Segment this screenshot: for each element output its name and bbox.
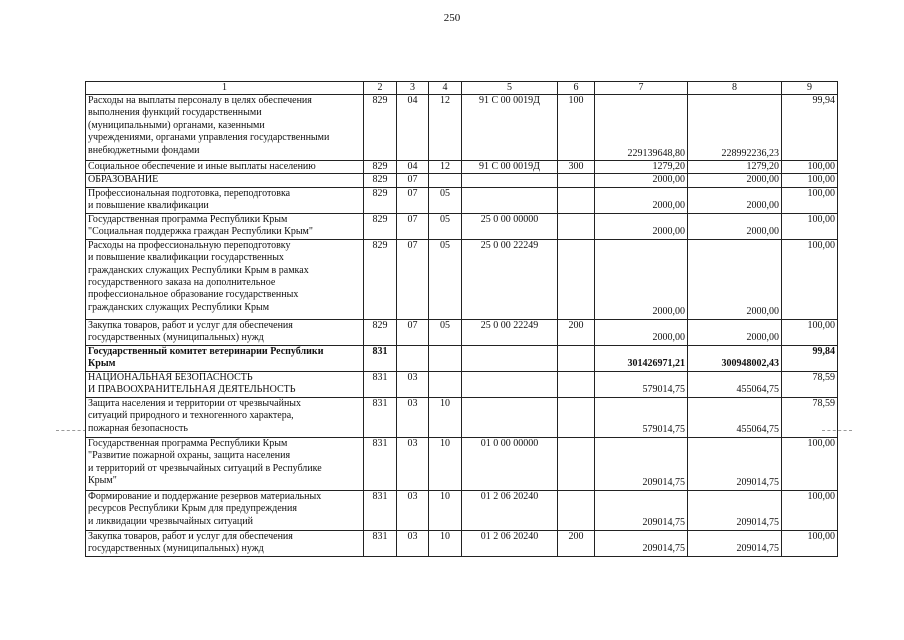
execution-percent-cell: 100,00 [782,187,838,213]
column-header: 8 [688,82,782,95]
section-code-cell: 07 [397,187,429,213]
expense-type-cell [558,371,595,397]
executed-amount-cell: 228992236,23 [688,95,782,161]
section-code-cell: 07 [397,174,429,187]
column-header: 4 [429,82,462,95]
expense-name-cell: Государственная программа Республики Крым "Социальная поддержка граждан Республики Крым" [86,213,364,239]
department-code-cell: 829 [364,174,397,187]
column-header: 5 [462,82,558,95]
expense-type-cell [558,397,595,437]
section-code-cell: 03 [397,437,429,490]
department-code-cell: 831 [364,345,397,371]
executed-amount-cell: 2000,00 [688,213,782,239]
planned-amount-cell: 209014,75 [595,437,688,490]
subsection-code-cell: 10 [429,437,462,490]
department-code-cell: 831 [364,490,397,530]
executed-amount-cell: 2000,00 [688,319,782,345]
planned-amount-cell: 229139648,80 [595,95,688,161]
subsection-code-cell: 10 [429,397,462,437]
target-article-cell: 91 С 00 0019Д [462,161,558,174]
expense-name-cell: Расходы на профессиональную переподготовку и повышение квалификации государственных гражданских служащих Республики Крым в рамках государственного заказа на дополнительное профессиональное образование государственных гражданских служащих Республики Крым [86,239,364,319]
table-row [86,174,838,187]
executed-amount-cell: 2000,00 [688,174,782,187]
department-code-cell: 829 [364,319,397,345]
section-code-cell: 04 [397,161,429,174]
column-header: 7 [595,82,688,95]
subsection-code-cell: 05 [429,187,462,213]
expense-name-cell: Расходы на выплаты персоналу в целях обеспечения выполнения функций государственными (муниципальными) органами, казенными учреждениями, органами управления государственными внебюджетными фондами [86,95,364,161]
table-row [86,95,838,161]
table-row [86,187,838,213]
executed-amount-cell: 209014,75 [688,490,782,530]
column-header: 9 [782,82,838,95]
expense-type-cell: 200 [558,530,595,556]
section-code-cell: 03 [397,397,429,437]
target-article-cell [462,174,558,187]
section-code-cell: 04 [397,95,429,161]
execution-percent-cell: 100,00 [782,490,838,530]
planned-amount-cell: 579014,75 [595,397,688,437]
section-code-cell: 07 [397,213,429,239]
expense-type-cell [558,437,595,490]
target-article-cell [462,187,558,213]
executed-amount-cell: 209014,75 [688,437,782,490]
planned-amount-cell: 2000,00 [595,187,688,213]
execution-percent-cell: 100,00 [782,174,838,187]
expense-name-cell: Социальное обеспечение и иные выплаты населению [86,161,364,174]
planned-amount-cell: 209014,75 [595,490,688,530]
department-code-cell: 829 [364,213,397,239]
department-code-cell: 829 [364,187,397,213]
executed-amount-cell: 2000,00 [688,239,782,319]
table-row [86,437,838,490]
expense-type-cell: 100 [558,95,595,161]
planned-amount-cell: 2000,00 [595,239,688,319]
scan-artifact-line-left [56,430,86,431]
expense-type-cell [558,213,595,239]
department-code-cell: 831 [364,437,397,490]
page-number: 250 [443,12,461,24]
execution-percent-cell: 78,59 [782,397,838,437]
executed-amount-cell: 1279,20 [688,161,782,174]
expense-name-cell: Защита населения и территории от чрезвычайных ситуаций природного и техногенного характера, пожарная безопасность [86,397,364,437]
expense-type-cell [558,187,595,213]
target-article-cell [462,371,558,397]
target-article-cell: 01 2 06 20240 [462,490,558,530]
table-row [86,161,838,174]
target-article-cell: 91 С 00 0019Д [462,95,558,161]
target-article-cell: 25 0 00 00000 [462,213,558,239]
expense-name-cell: Профессиональная подготовка, переподготовка и повышение квалификации [86,187,364,213]
target-article-cell: 01 0 00 00000 [462,437,558,490]
table-header-row [86,82,838,95]
target-article-cell: 25 0 00 22249 [462,239,558,319]
expense-name-cell: Закупка товаров, работ и услуг для обеспечения государственных (муниципальных) нужд [86,530,364,556]
executed-amount-cell: 209014,75 [688,530,782,556]
department-code-cell: 829 [364,161,397,174]
execution-percent-cell: 100,00 [782,437,838,490]
table-row [86,397,838,437]
planned-amount-cell: 2000,00 [595,174,688,187]
execution-percent-cell: 100,00 [782,530,838,556]
planned-amount-cell: 2000,00 [595,213,688,239]
expense-type-cell [558,345,595,371]
planned-amount-cell: 2000,00 [595,319,688,345]
expense-name-cell: Закупка товаров, работ и услуг для обеспечения государственных (муниципальных) нужд [86,319,364,345]
target-article-cell: 01 2 06 20240 [462,530,558,556]
execution-percent-cell: 99,84 [782,345,838,371]
expense-name-cell: Государственная программа Республики Крым "Развитие пожарной охраны, защита населения и территорий от чрезвычайных ситуаций в Республике Крым" [86,437,364,490]
expense-type-cell [558,490,595,530]
department-code-cell: 831 [364,530,397,556]
column-header: 3 [397,82,429,95]
execution-percent-cell: 100,00 [782,319,838,345]
subsection-code-cell: 10 [429,490,462,530]
department-code-cell: 829 [364,239,397,319]
section-code-cell: 07 [397,319,429,345]
subsection-code-cell: 12 [429,161,462,174]
table-row [86,530,838,556]
section-code-cell: 03 [397,490,429,530]
expense-type-cell [558,239,595,319]
subsection-code-cell: 12 [429,95,462,161]
expense-name-cell: Государственный комитет ветеринарии Республики Крым [86,345,364,371]
executed-amount-cell: 455064,75 [688,371,782,397]
execution-percent-cell: 100,00 [782,239,838,319]
subsection-code-cell: 05 [429,239,462,319]
column-header: 2 [364,82,397,95]
table-row [86,371,838,397]
planned-amount-cell: 579014,75 [595,371,688,397]
execution-percent-cell: 100,00 [782,161,838,174]
table-row [86,490,838,530]
subsection-code-cell [429,174,462,187]
execution-percent-cell: 78,59 [782,371,838,397]
execution-percent-cell: 100,00 [782,213,838,239]
subsection-code-cell: 10 [429,530,462,556]
execution-percent-cell: 99,94 [782,95,838,161]
executed-amount-cell: 2000,00 [688,187,782,213]
target-article-cell [462,397,558,437]
expense-name-cell: НАЦИОНАЛЬНАЯ БЕЗОПАСНОСТЬ И ПРАВООХРАНИТЕЛЬНАЯ ДЕЯТЕЛЬНОСТЬ [86,371,364,397]
department-code-cell: 831 [364,397,397,437]
target-article-cell: 25 0 00 22249 [462,319,558,345]
section-code-cell: 03 [397,530,429,556]
table-row [86,345,838,371]
column-header: 6 [558,82,595,95]
table-row [86,213,838,239]
table-row [86,239,838,319]
table-row [86,319,838,345]
section-code-cell: 07 [397,239,429,319]
expense-type-cell: 200 [558,319,595,345]
department-code-cell: 829 [364,95,397,161]
subsection-code-cell: 05 [429,213,462,239]
expense-name-cell: Формирование и поддержание резервов материальных ресурсов Республики Крым для предупреждения и ликвидации чрезвычайных ситуаций [86,490,364,530]
planned-amount-cell: 1279,20 [595,161,688,174]
subsection-code-cell [429,371,462,397]
executed-amount-cell: 300948002,43 [688,345,782,371]
subsection-code-cell [429,345,462,371]
department-code-cell: 831 [364,371,397,397]
planned-amount-cell: 301426971,21 [595,345,688,371]
subsection-code-cell: 05 [429,319,462,345]
expense-name-cell: ОБРАЗОВАНИЕ [86,174,364,187]
target-article-cell [462,345,558,371]
executed-amount-cell: 455064,75 [688,397,782,437]
expense-type-cell: 300 [558,161,595,174]
planned-amount-cell: 209014,75 [595,530,688,556]
budget-execution-table [85,81,838,557]
expense-type-cell [558,174,595,187]
section-code-cell [397,345,429,371]
section-code-cell: 03 [397,371,429,397]
column-header: 1 [86,82,364,95]
